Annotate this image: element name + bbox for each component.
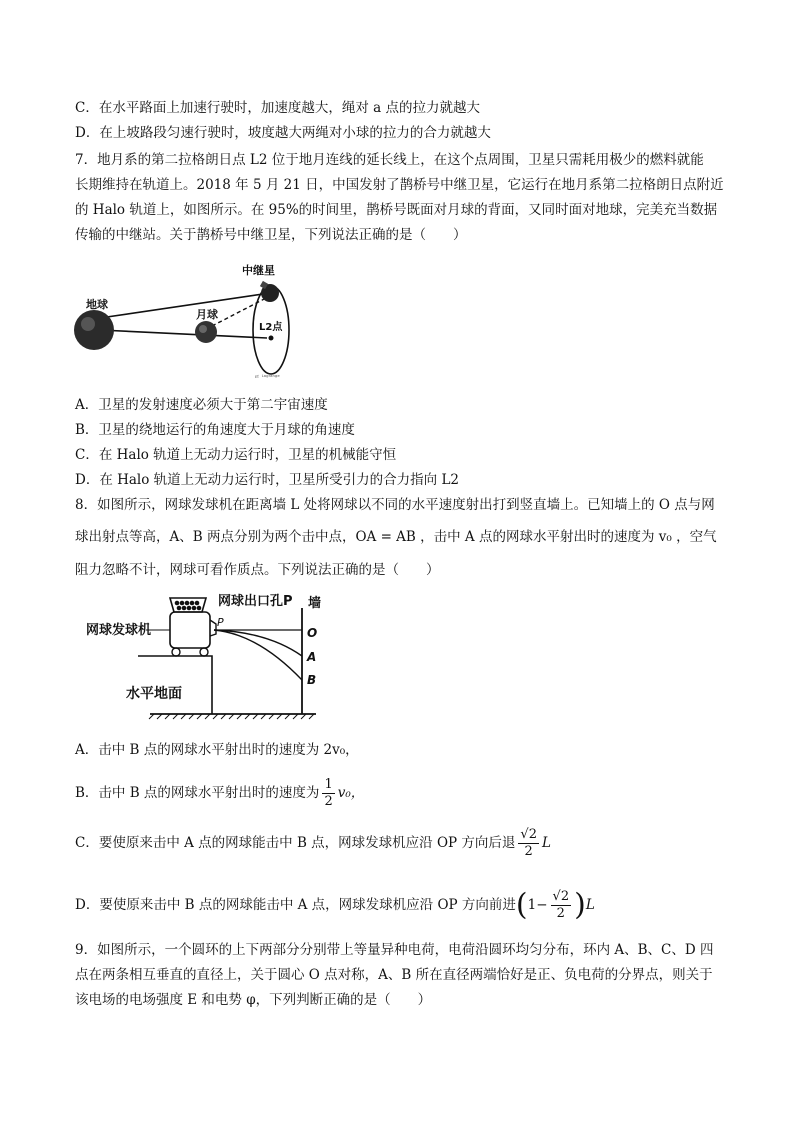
q8-option-b-text: B．击中 B 点的网球水平射出时的速度为 [75,785,320,801]
moon-icon [195,321,217,343]
fraction-numerator: 1 [324,777,333,792]
q6-option-c: C．在水平路面上加速行驶时，加速度越大，绳对 a 点的拉力就越大 [75,100,480,116]
point-p-label: P [217,616,224,629]
q8-stem-line-1: 8．如图所示，网球发球机在距离墙 L 处将网球以不同的水平速度射出打到竖直墙上。已知墙上的 O 点与网 [75,497,715,513]
trajectory-b [214,630,302,680]
platform [138,656,212,714]
q8-option-b-tail: v₀， [337,785,365,801]
fraction-denominator: 2 [556,906,565,921]
l2-point [269,336,274,341]
earth-label: 地球 [86,298,108,311]
q8-option-c [75,825,551,861]
ground-label: 水平地面 [126,686,182,702]
q7-stem-line-2: 长期维持在轨道上。2018 年 5 月 21 日，中国发射了鹊桥号中继卫星，它运行在地月系第二拉格朗日点附近 [75,177,724,193]
q8-option-c-text: C．要使原来击中 A 点的网球能击中 B 点，网球发球机应沿 OP 方向后退 [75,835,516,851]
fraction-denominator: 2 [324,794,333,809]
q8-option-d-text: D．要使原来击中 B 点的网球能击中 A 点，网球发球机应沿 OP 方向前进 [75,897,516,913]
machine-body [170,612,210,648]
q8-option-d-tail: L [585,897,595,913]
q8-option-a: A．击中 B 点的网球水平射出时的速度为 2v₀， [75,742,359,758]
q7-lagrange-figure [72,258,302,383]
q7-stem-line-3: 的 Halo 轨道上，如图所示。在 95%的时间里，鹊桥号既面对月球的背面，又同时面对地球，完美充当数据 [75,202,718,218]
q8-option-c-tail: L [541,835,551,851]
q8-option-b [75,775,364,811]
q9-stem-line-3: 该电场的电场强度 E 和电势 φ，下列判断正确的是（ ） [75,992,432,1008]
hole-label: 网球出口孔P [218,594,293,609]
q8-option-b-fraction [322,777,334,810]
relay-label: 中继星 [242,264,275,277]
q8-option-d-one: 1− [527,897,548,913]
q7-option-a: A．卫星的发射速度必须大于第二宇宙速度 [75,397,328,413]
machine-label: 网球发球机 [86,623,152,638]
q8-stem-line-3: 阻力忽略不计，网球可看作质点。下列说法正确的是（ ） [75,562,440,578]
q9-stem-line-2: 点在两条相互垂直的直径上，关于圆心 O 点对称，A、B 所在直径两端恰好是正、负电荷的分界点，则关于 [75,967,713,983]
q8-option-d-fraction [551,889,572,922]
q9-stem-line-1: 9．如图所示，一个圆环的上下两部分分别带上等量异种电荷，电荷沿圆环均匀分布，环内 A、B、C、D 四 [75,942,714,958]
fraction-denominator: 2 [524,844,533,859]
q7-stem-line-4: 传输的中继站。关于鹊桥号中继卫星，下列说法正确的是（ ） [75,227,467,243]
trajectory-a [214,630,302,656]
wall-label: 墙 [308,596,322,611]
point-o-label: O [307,626,318,640]
point-b-label: B [307,673,317,687]
q7-option-c: C．在 Halo 轨道上无动力运行时，卫星的机械能守恒 [75,447,397,463]
fraction-numerator: √2 [552,889,570,904]
q8-tennis-figure [78,590,323,720]
q6-option-d: D．在上坡路段匀速行驶时，坡度越大两绳对小球的拉力的合力就越大 [75,125,491,141]
q8-option-d: D．要使原来击中 B 点的网球能击中 A 点，网球发球机应沿 OP 方向前进(1− $\frac{√2}{2}$ )L [75,887,595,923]
q7-stem-line-1: 7．地月系的第二拉格朗日点 L2 位于地月连线的延长线上，在这个点周围，卫星只需耗用极少的燃料就能 [75,152,704,168]
q8-option-c-fraction [518,827,539,860]
q8-stem-line-2: 球出射点等高，A、B 两点分别为两个击中点，OA = AB ，击中 A 点的网球水平射出时的速度为 v₀ ，空气 [75,529,717,545]
earth-icon [74,310,114,350]
q7-option-b: B．卫星的绕地运行的角速度大于月球的角速度 [75,422,355,438]
moon-label: 月球 [196,308,218,321]
q7-option-d: D．在 Halo 轨道上无动力运行时，卫星所受引力的合力指向 L2 [75,472,460,488]
l2-label: L2点 [259,322,283,333]
fraction-numerator: √2 [520,827,537,842]
point-a-label: A [307,650,317,664]
figure-note: ㄹ ᴸᵃᵍʳᵃⁿᵍᵉ [254,374,280,381]
